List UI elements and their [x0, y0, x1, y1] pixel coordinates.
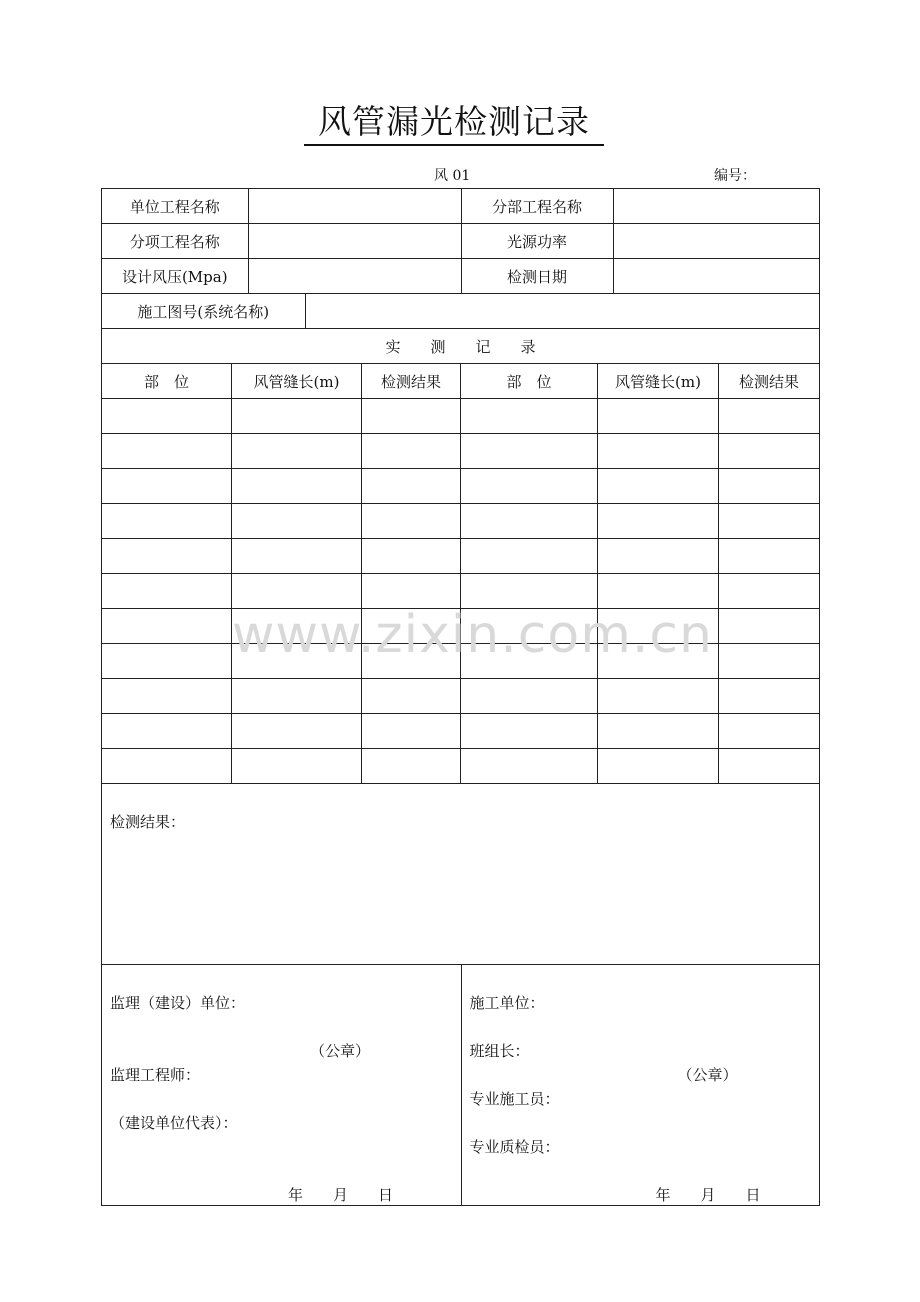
info-value-field[interactable]: [248, 189, 461, 223]
table-row: [102, 714, 820, 749]
cell-input[interactable]: [461, 749, 598, 784]
contractor-date: 年 月 日: [655, 1186, 761, 1204]
table-row: [102, 539, 820, 574]
cell-input[interactable]: [102, 749, 232, 784]
cell-input[interactable]: [232, 469, 362, 504]
result-label: 检测结果：: [110, 813, 186, 831]
contractor-seal: （公章）: [677, 1066, 738, 1084]
table-row: [102, 749, 820, 784]
table-row: [102, 399, 820, 434]
column-header: 部 位: [461, 364, 598, 399]
cell-input[interactable]: [598, 609, 719, 644]
info-row: [102, 224, 820, 259]
table-row: [102, 469, 820, 504]
cell-input[interactable]: [461, 714, 598, 749]
info-value-field[interactable]: [613, 189, 820, 223]
record-header: 实 测 记 录: [102, 329, 820, 364]
cell-input[interactable]: [719, 644, 820, 679]
cell-input[interactable]: [598, 504, 719, 539]
cell-input[interactable]: [598, 574, 719, 609]
info-value-field[interactable]: [248, 224, 461, 258]
supervisor-seal: （公章）: [310, 1042, 371, 1060]
info-value-field[interactable]: [613, 259, 820, 293]
cell-input[interactable]: [598, 749, 719, 784]
cell-input[interactable]: [362, 434, 461, 469]
supervisor-date: 年 月 日: [288, 1186, 394, 1204]
cell-input[interactable]: [598, 399, 719, 434]
contractor-unit-label: 施工单位：: [469, 994, 545, 1012]
info-label: 分部工程名称: [461, 189, 613, 223]
table-row: [102, 504, 820, 539]
cell-input[interactable]: [598, 679, 719, 714]
cell-input[interactable]: [598, 434, 719, 469]
drawing-label: 施工图号(系统名称): [102, 294, 305, 328]
cell-input[interactable]: [232, 434, 362, 469]
cell-input[interactable]: [102, 644, 232, 679]
contractor-inspector-label: 专业质检员：: [469, 1138, 560, 1156]
info-label: 单位工程名称: [102, 189, 248, 223]
cell-input[interactable]: [461, 399, 598, 434]
page-title: 风管漏光检测记录: [304, 100, 604, 146]
cell-input[interactable]: [102, 434, 232, 469]
cell-input[interactable]: [719, 749, 820, 784]
info-label: 设计风压(Mpa): [102, 259, 248, 293]
cell-input[interactable]: [232, 644, 362, 679]
cell-input[interactable]: [102, 539, 232, 574]
cell-input[interactable]: [461, 434, 598, 469]
info-label: 光源功率: [461, 224, 613, 258]
column-header: 检测结果: [719, 364, 820, 399]
supervisor-sign-section: [102, 965, 461, 1205]
info-label: 检测日期: [461, 259, 613, 293]
form-code: 风 01: [434, 168, 471, 184]
result-row: [102, 784, 820, 965]
cell-input[interactable]: [232, 399, 362, 434]
cell-input[interactable]: [362, 679, 461, 714]
cell-input[interactable]: [719, 399, 820, 434]
supervisor-engineer-label: 监理工程师：: [110, 1066, 201, 1084]
cell-input[interactable]: [461, 539, 598, 574]
cell-input[interactable]: [362, 749, 461, 784]
record-header-row: [102, 329, 820, 364]
cell-input[interactable]: [598, 469, 719, 504]
cell-input[interactable]: [102, 469, 232, 504]
cell-input[interactable]: [362, 714, 461, 749]
supervisor-rep-label: （建设单位代表）：: [110, 1114, 238, 1132]
number-label: 编号：: [714, 168, 756, 184]
column-header: 部 位: [102, 364, 232, 399]
table-row: [102, 574, 820, 609]
cell-input[interactable]: [719, 434, 820, 469]
cell-input[interactable]: [362, 399, 461, 434]
cell-input[interactable]: [232, 574, 362, 609]
cell-input[interactable]: [102, 714, 232, 749]
cell-input[interactable]: [719, 469, 820, 504]
info-row: [102, 189, 820, 224]
cell-input[interactable]: [102, 679, 232, 714]
record-table: [101, 188, 820, 1206]
supervisor-unit-label: 监理（建设）单位：: [110, 994, 246, 1012]
cell-input[interactable]: [232, 609, 362, 644]
cell-input[interactable]: [362, 574, 461, 609]
cell-input[interactable]: [232, 504, 362, 539]
cell-input[interactable]: [102, 609, 232, 644]
cell-input[interactable]: [461, 469, 598, 504]
column-header-row: [102, 364, 820, 399]
cell-input[interactable]: [461, 609, 598, 644]
cell-input[interactable]: [232, 539, 362, 574]
cell-input[interactable]: [232, 679, 362, 714]
drawing-row: [102, 294, 820, 329]
cell-input[interactable]: [719, 574, 820, 609]
cell-input[interactable]: [598, 539, 719, 574]
cell-input[interactable]: [461, 679, 598, 714]
column-header: 风管缝长(m): [232, 364, 362, 399]
cell-input[interactable]: [719, 679, 820, 714]
contractor-sign-section: [461, 965, 820, 1205]
cell-input[interactable]: [719, 504, 820, 539]
column-header: 检测结果: [362, 364, 461, 399]
cell-input[interactable]: [719, 609, 820, 644]
table-row: [102, 679, 820, 714]
cell-input[interactable]: [598, 714, 719, 749]
info-value-field[interactable]: [613, 224, 820, 258]
table-row: [102, 609, 820, 644]
result-field[interactable]: [102, 784, 820, 965]
cell-input[interactable]: [461, 574, 598, 609]
cell-input[interactable]: [461, 504, 598, 539]
table-row: [102, 434, 820, 469]
cell-input[interactable]: [232, 749, 362, 784]
cell-input[interactable]: [598, 644, 719, 679]
contractor-worker-label: 专业施工员：: [469, 1090, 560, 1108]
signature-row: [102, 965, 820, 1206]
watermark: www.zixin.com.cn: [232, 605, 713, 665]
column-header: 风管缝长(m): [598, 364, 719, 399]
cell-input[interactable]: [362, 644, 461, 679]
cell-input[interactable]: [362, 609, 461, 644]
cell-input[interactable]: [719, 714, 820, 749]
info-value-field[interactable]: [248, 259, 461, 293]
info-row: [102, 259, 820, 294]
cell-input[interactable]: [362, 539, 461, 574]
cell-input[interactable]: [102, 574, 232, 609]
drawing-value-field[interactable]: [305, 294, 820, 328]
table-row: [102, 644, 820, 679]
contractor-leader-label: 班组长：: [469, 1042, 530, 1060]
cell-input[interactable]: [102, 399, 232, 434]
cell-input[interactable]: [362, 469, 461, 504]
cell-input[interactable]: [719, 539, 820, 574]
cell-input[interactable]: [102, 504, 232, 539]
info-label: 分项工程名称: [102, 224, 248, 258]
cell-input[interactable]: [362, 504, 461, 539]
cell-input[interactable]: [232, 714, 362, 749]
cell-input[interactable]: [461, 644, 598, 679]
